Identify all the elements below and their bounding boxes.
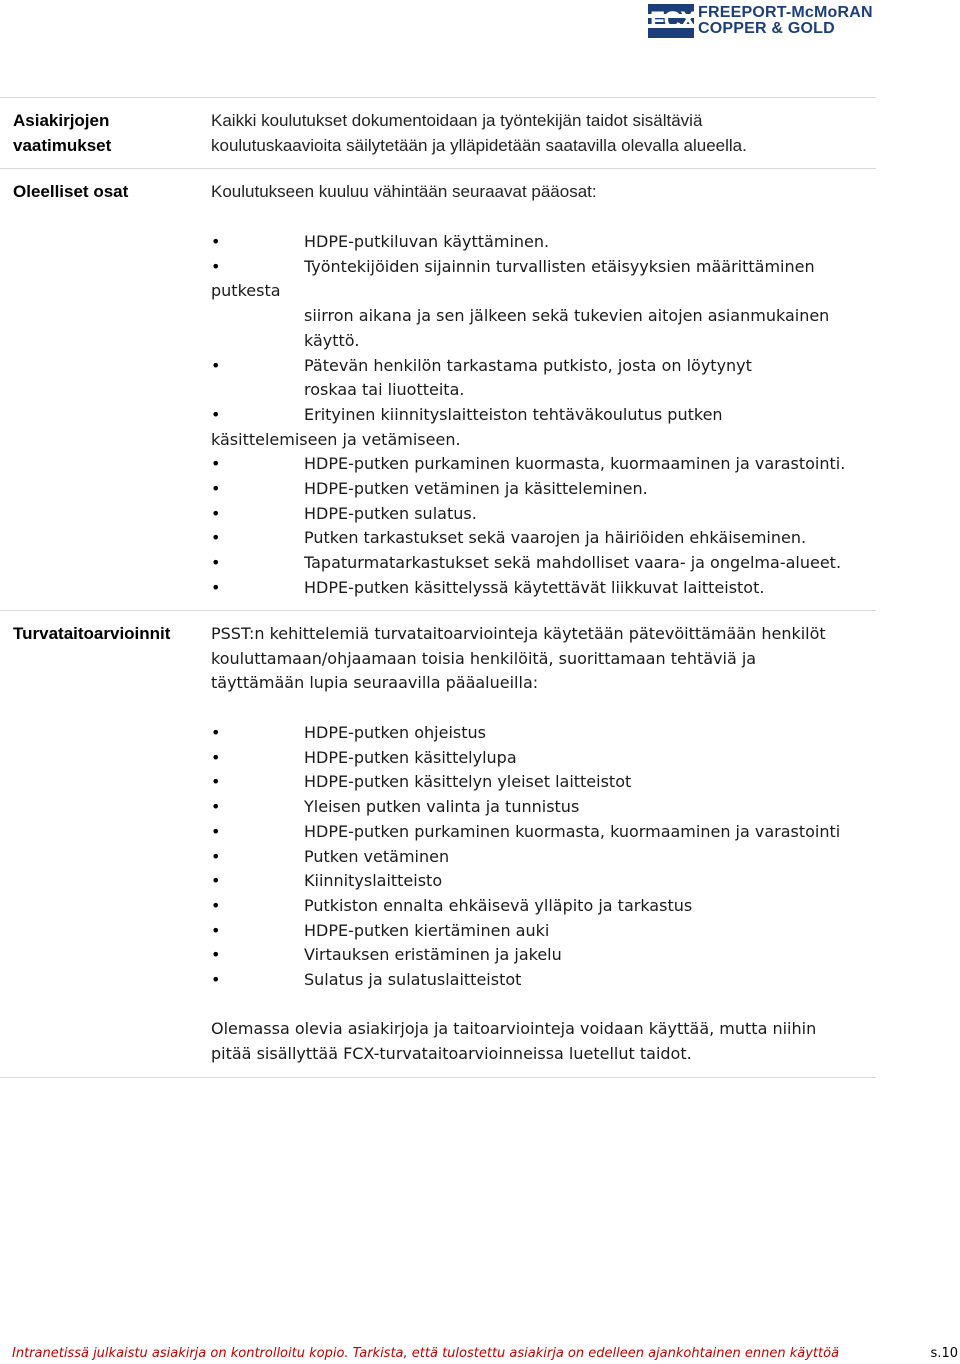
fcx-logo-mark [648, 4, 694, 38]
bullet-marker: • [211, 821, 221, 841]
controlled-copy-notice: Intranetissä julkaistu asiakirja on kontrolloitu kopio. Tarkista, että tulostettu asiakirja on edelleen ajankohtainen ennen käyttöä [12, 1346, 840, 1361]
essentials-item-2-line-4: käyttö. [304, 330, 360, 350]
essentials-item-2-line-2: putkesta [211, 281, 281, 301]
essentials-item-6: HDPE-putken vetäminen ja käsitteleminen. [304, 479, 648, 498]
bullet-marker: • [211, 871, 221, 891]
docs-text-line-2: koulutuskaavioita säilytetään ja ylläpidetään saatavilla olevalla alueella. [211, 135, 747, 155]
assessments-item-8: Putkiston ennalta ehkäisevä ylläpito ja tarkastus [304, 895, 693, 915]
logo-mark-letters: FCX [650, 7, 695, 34]
assessments-outro-line-2: pitää sisällyttää FCX-turvataitoarvioinneissa luetellut taidot. [211, 1043, 692, 1063]
essentials-item-10: HDPE-putken käsittelyssä käytettävät liikkuvat laitteistot. [304, 577, 765, 597]
row-divider-2 [0, 610, 876, 611]
bullet-marker: • [211, 772, 221, 792]
essentials-item-3-line-1: Pätevän henkilön tarkastama putkisto, josta on löytynyt [304, 355, 752, 375]
essentials-item-3-line-2: roskaa tai liuotteita. [304, 380, 465, 400]
assessments-item-2: HDPE-putken käsittelylupa [304, 747, 517, 767]
essentials-intro: Koulutukseen kuuluu vähintään seuraavat pääosat: [211, 182, 597, 201]
bullet-marker: • [211, 256, 221, 276]
row-label-essential-parts: Oleelliset osat [13, 182, 129, 201]
assessments-intro-line-2: kouluttamaan/ohjaamaan toisia henkilöitä, suorittamaan tehtäviä ja [211, 648, 757, 668]
logo-line-2: COPPER & GOLD [698, 20, 835, 37]
essentials-item-2-line-1: Työntekijöiden sijainnin turvallisten etäisyyksien määrittäminen [304, 256, 815, 276]
bullet-marker: • [211, 355, 221, 375]
bullet-marker: • [211, 404, 221, 424]
docs-text-line-1: Kaikki koulutukset dokumentoidaan ja työntekijän taidot sisältäviä [211, 111, 703, 130]
essentials-item-5: HDPE-putken purkaminen kuormasta, kuormaaminen ja varastointi. [304, 454, 846, 474]
bullet-marker: • [211, 577, 221, 597]
essentials-item-2-line-3: siirron aikana ja sen jälkeen sekä tukevien aitojen asianmukainen [304, 306, 830, 326]
bullet-marker: • [211, 895, 221, 915]
assessments-item-3: HDPE-putken käsittelyn yleiset laitteistot [304, 772, 632, 792]
logo-wordmark [698, 5, 873, 37]
essentials-item-8: Putken tarkastukset sekä vaarojen ja häiriöiden ehkäiseminen. [304, 528, 807, 548]
assessments-item-6: Putken vetäminen [304, 846, 450, 866]
company-logo [648, 4, 890, 38]
row-label-document-requirements: Asiakirjojen vaatimukset [13, 111, 112, 155]
row-label-safety-skills-assessments: Turvataitoarvioinnit [13, 624, 171, 643]
assessments-outro-line-1: Olemassa olevia asiakirjoja ja taitoarviointeja voidaan käyttää, mutta niihin [211, 1019, 817, 1038]
bullet-marker: • [211, 846, 221, 866]
assessments-item-9: HDPE-putken kiertäminen auki [304, 920, 550, 940]
assessments-item-11: Sulatus ja sulatuslaitteistot [304, 970, 522, 989]
bullet-marker: • [211, 454, 221, 474]
bullet-marker: • [211, 945, 221, 965]
row-divider-3 [0, 1077, 876, 1078]
essentials-item-4-line-2: käsittelemiseen ja vetämiseen. [211, 429, 461, 449]
bullet-marker: • [211, 723, 221, 742]
page-footer [12, 1344, 958, 1364]
bullet-marker: • [211, 553, 221, 573]
assessments-intro-line-1: PSST:n kehittelemiä turvataitoarviointeja käytetään pätevöittämään henkilöt [211, 624, 826, 643]
bullet-marker: • [211, 232, 221, 251]
essentials-item-9: Tapaturmatarkastukset sekä mahdolliset vaara- ja ongelma-alueet. [304, 553, 842, 573]
page-number: s.10 [930, 1346, 958, 1361]
assessments-item-4: Yleisen putken valinta ja tunnistus [304, 797, 580, 817]
row-divider-1 [0, 168, 876, 169]
bullet-marker: • [211, 970, 221, 989]
logo-line-1: FREEPORT-McMoRAN [698, 4, 873, 21]
essentials-item-1: HDPE-putkiluvan käyttäminen. [304, 232, 550, 251]
table-top-divider [0, 97, 876, 98]
assessments-item-1: HDPE-putken ohjeistus [304, 723, 486, 742]
assessments-intro-line-3: täyttämään lupia seuraavilla pääalueilla: [211, 673, 539, 693]
bullet-marker: • [211, 747, 221, 767]
bullet-marker: • [211, 479, 221, 498]
essentials-item-7: HDPE-putken sulatus. [304, 503, 477, 523]
assessments-item-5: HDPE-putken purkaminen kuormasta, kuormaaminen ja varastointi [304, 821, 841, 841]
bullet-marker: • [211, 797, 221, 817]
bullet-marker: • [211, 503, 221, 523]
essentials-item-4-line-1: Erityinen kiinnityslaitteiston tehtäväkoulutus putken [304, 404, 723, 424]
bullet-marker: • [211, 528, 221, 548]
bullet-marker: • [211, 920, 221, 940]
assessments-item-10: Virtauksen eristäminen ja jakelu [304, 945, 562, 965]
assessments-item-7: Kiinnityslaitteisto [304, 871, 443, 891]
